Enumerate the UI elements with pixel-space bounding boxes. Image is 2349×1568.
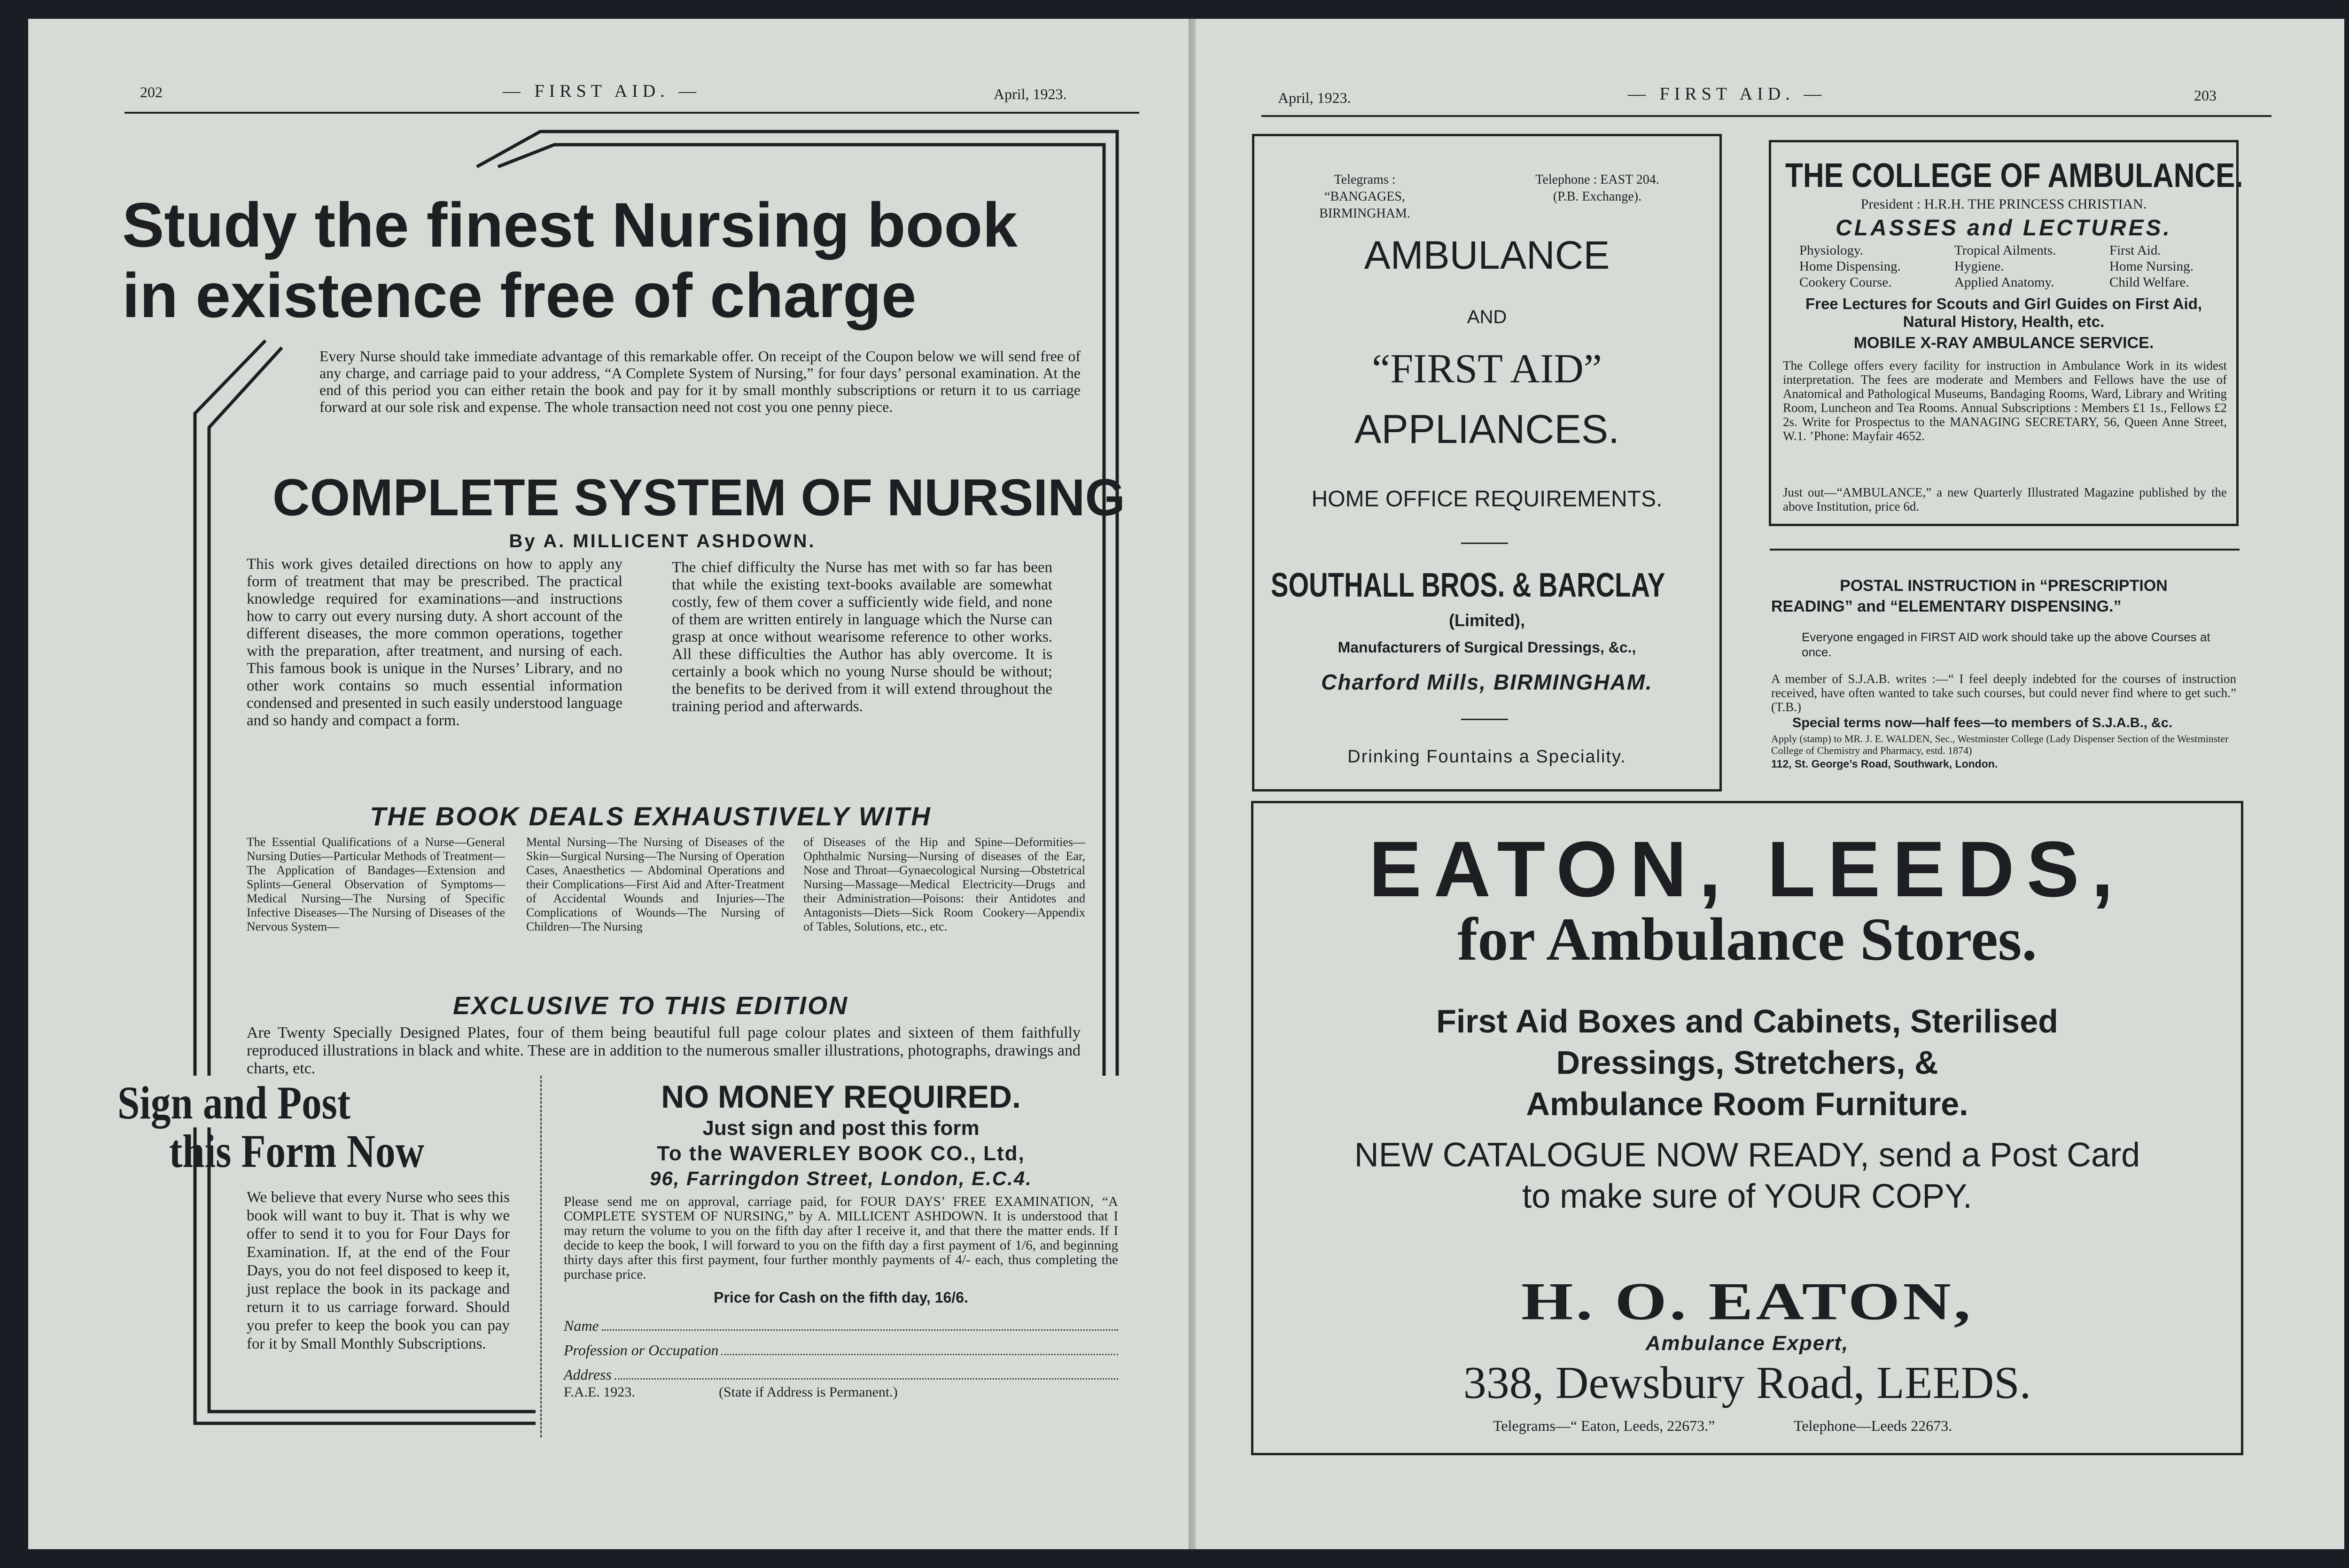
headline-line-2: in existence free of charge [122,261,917,331]
page-number: 202 [140,84,163,101]
offer-intro: Every Nurse should take immediate advantage of this remarkable offer. On receipt of the Coupon below we will send free of any charge, and carriage paid to your address, “A Complete System of Nursing,” for four days’ personal examination. At the end of this period you can either retain the book and pay for it by small monthly subscriptions or return it to us carriage forward at our sole risk and expense. The whole transaction need not cost you one penny piece. [319,348,1081,415]
eaton-title: EATON, LEEDS, [1369,825,2126,913]
name-field-line[interactable] [602,1329,1118,1331]
coupon-code: F.A.E. 1923. [564,1384,635,1400]
header-rule [1261,115,2271,117]
telegrams-address: “BANGAGES, BIRMINGHAM. [1319,189,1410,221]
subject: Tropical Ailments. [1954,243,2056,258]
company-name: SOUTHALL BROS. & BARCLAY [1271,567,1665,604]
eaton-items [1253,1001,2241,1125]
coupon-subheading: Just sign and post this form [702,1117,980,1140]
topics-column-1: The Essential Qualifications of a Nurse—General Nursing Duties—Particular Methods of Treatment—The Application of Bandages—Extension and Splints—General Observation of Symptoms—Medical Nursing—The Nursing of Specific Infective Diseases—The Nursing of Diseases of the Nervous System— [247,835,505,933]
coupon-address: 96, Farringdon Street, London, E.C.4. [650,1167,1032,1189]
address-field[interactable] [564,1359,1118,1383]
subject: Hygiene. [1954,259,2004,274]
college-magazine: Just out—“AMBULANCE,” a new Quarterly Illustrated Magazine published by the above Institution, price 6d. [1783,485,2227,513]
telegrams-label: Telegrams : [1334,172,1396,187]
member-quote: A member of S.J.A.B. writes :—“ I feel deeply indebted for the courses of instruction received, have often wanted to take such courses, but could never find where to get such.” (T.B.) [1771,672,2236,714]
subjects-row [1799,274,2222,290]
eaton-expert: Ambulance Expert, [1645,1332,1849,1355]
instruction-title-line-2 [1771,596,2236,617]
address-field-line[interactable] [614,1378,1118,1380]
exclusive-text: Are Twenty Specially Designed Plates, four of them being beautiful full page colour plates and sixteen of them faithfully reproduced illustrations in black and white. These are in addition to the numerous smaller illustrations, photographs, drawings and charts, etc. [247,1024,1081,1077]
subjects-row [1799,242,2222,258]
speciality-line: Drinking Fountains a Speciality. [1347,747,1626,767]
book-title: COMPLETE SYSTEM OF NURSING [272,469,1126,527]
book-author: By A. MILLICENT ASHDOWN. [509,531,816,551]
subject: First Aid. [2109,243,2161,258]
apply-info: Apply (stamp) to MR. J. E. WALDEN, Sec., Westminster College (Lady Dispenser Section of the Westminster College of Chemistry and Pharmacy, estd. 1874) [1771,733,2229,756]
xray-service: MOBILE X-RAY AMBULANCE SERVICE. [1853,334,2154,352]
subjects-table [1799,242,2222,290]
telephone-number: Telephone : EAST 204. [1535,172,1659,187]
southall-advert [1252,134,1722,792]
subjects-row [1799,258,2222,274]
eaton-telephone: Telephone—Leeds 22673. [1794,1417,1952,1434]
subject: Home Dispensing. [1799,259,1901,274]
appliances-heading: APPLIANCES. [1354,407,1619,452]
instruction-everyone: Everyone engaged in FIRST AID work should take up the above Courses at once. [1802,630,2210,659]
issue-date: April, 1923. [1278,89,1351,106]
eaton-address: 338, Dewsbury Road, LEEDS. [1463,1358,2031,1408]
eaton-name: H. O. EATON, [1521,1271,1974,1331]
subject: Applied Anatomy. [1954,275,2054,290]
college-body: The College offers every facility for instruction in Ambulance Work in its widest interpretation. The fees are moderate and Members and Fellows have the use of Anatomical and Pathological Museums, Bandaging Rooms, Ward, Library and Writing Room, Luncheon and Tea Rooms. Annual Subscriptions : Members £1 1s., Fellows £2 2s. Write for Prospectus to the MANAGING SECRETARY, 56, Queen Anne Street, W.1. ’Phone: Mayfair 4652. [1783,358,2227,443]
address-note: (State if Address is Permanent.) [719,1384,898,1400]
name-field[interactable] [564,1310,1118,1335]
instruction-title-text: READING” and “ELEMENTARY DISPENSING.” [1771,598,2122,615]
occupation-field-label: Profession or Occupation [564,1342,719,1358]
subject: Home Nursing. [2109,259,2193,274]
exclusive-heading: EXCLUSIVE TO THIS EDITION [452,992,849,1020]
instruction-title [1771,575,2236,617]
manufacturers-line: Manufacturers of Surgical Dressings, &c., [1338,639,1636,656]
telephone-exchange: (P.B. Exchange). [1553,189,1642,204]
catalogue-line-2: to make sure of YOUR COPY. [1522,1178,1972,1215]
eaton-items-line-2: Dressings, Stretchers, & [1556,1044,1938,1081]
description-column-1: This work gives detailed directions on how to apply any form of treatment that may be prescribed. The practical knowledge required for examinations—and instructions how to carry out every nursing duty. A short account of the different diseases, the more common operations, together with the preparation, after treatment, and nursing of each. This famous book is unique in the Nurses’ Library, and no other work contains so much essential information condensed and presented in such easily understood language and so handy and compact a form. [247,556,623,729]
college-address: 112, St. George’s Road, Southwark, London. [1771,758,1998,770]
divider [1461,543,1508,544]
telegrams-info [1278,171,1452,222]
subject: Child Welfare. [2109,275,2189,290]
college-president: President : H.R.H. THE PRINCESS CHRISTIAN. [1860,196,2147,212]
location-line: Charford Mills, BIRMINGHAM. [1321,670,1653,694]
subject: Physiology. [1799,243,1863,258]
college-title: THE COLLEGE OF AMBULANCE. [1785,157,2243,194]
headline-line-1: Study the finest Nursing book [122,190,1018,260]
home-office-line: HOME OFFICE REQUIREMENTS. [1311,487,1663,512]
college-advert [1769,140,2243,526]
name-field-label: Name [564,1317,599,1334]
ambulance-heading: AMBULANCE [1364,233,1610,277]
coupon-heading: NO MONEY REQUIRED. [661,1079,1021,1115]
sign-heading-2: this Form Now [169,1125,425,1177]
section-rule [1770,549,2240,551]
eaton-subtitle: for Ambulance Stores. [1457,906,2037,973]
eaton-telegrams: Telegrams—“ Eaton, Leeds, 22673.” [1493,1417,1715,1434]
eaton-items-line-1: First Aid Boxes and Cabinets, Sterilised [1436,1003,2058,1040]
sign-text: We believe that every Nurse who sees this book will want to buy it. That is why we offer to send it to you for Four Days for Examination. If, at the end of the Four Days, you do not feel disposed to keep it, just replace the book in its package and return it to us carriage forward. Should you prefer to keep the book you can pay for it by Small Monthly Subscriptions. [247,1189,510,1352]
divider [1461,719,1508,720]
topics-column-2: Mental Nursing—The Nursing of Diseases of the Skin—Surgical Nursing—The Nursing of Operation Cases, Anaesthetics — Abdominal Operations and their Complications—First Aid and After-Treatment of Accidental Wounds and Injuries—The Complications of Wounds—The Nursing of Children—The Nursing [526,835,785,933]
instruction-title-line-1: POSTAL INSTRUCTION in “PRESCRIPTION [1840,577,2168,595]
sign-heading-1: Sign and Post [117,1077,351,1129]
running-title: — FIRST AID. — [1628,84,1827,104]
coupon-recipient: To the WAVERLEY BOOK CO., Ltd, [657,1142,1025,1165]
occupation-field-line[interactable] [721,1354,1118,1355]
catalogue-line-1: NEW CATALOGUE NOW READY, send a Post Card [1354,1136,2140,1174]
coupon-body: Please send me on approval, carriage paid, for FOUR DAYS’ FREE EXAMINATION, “A COMPLETE SYSTEM OF NURSING,” by A. MILLICENT ASHDOWN. It is understood that I may return the volume to you on the fifth day after I receive it, and that there the matter ends. If I decide to keep the book, I will forward to you on the fifth day a first payment of 1/6, and beginning thirty days after this first payment, four further monthly payments of 4/- each, thus completing the purchase price. [564,1194,1118,1282]
special-terms: Special terms now—half fees—to members of S.J.A.B., &c. [1792,715,2172,730]
coupon-price: Price for Cash on the fifth day, 16/6. [714,1289,968,1306]
subject: Cookery Course. [1799,275,1892,290]
coupon-cut-line [540,1076,542,1437]
page-number: 203 [2194,87,2217,104]
limited-label: (Limited), [1449,611,1525,630]
issue-date: April, 1923. [994,85,1067,102]
topics-column-3: of Diseases of the Hip and Spine—Deformities—Ophthalmic Nursing—Nursing of diseases of the Ear, Nose and Throat—Gynaecological Nursing—Obstetrical Nursing—Massage—Medical Electricity—Drugs and their Administration—Poisons: their Antidotes and Antagonists—Diets—Sick Room Cookery—Appendix of Tables, Solutions, etc., etc. [803,835,1085,933]
topics-heading: THE BOOK DEALS EXHAUSTIVELY WITH [370,801,932,831]
description-column-2: The chief difficulty the Nurse has met with so far has been that while the existing text-books available are somewhat costly, few of them cover a sufficiently wide field, and none of them are written entirely in language which the Nurse can grasp at once without wearisome reference to other works. All these difficulties the Author has ably overcome. It is certainly a book which no young Nurse should be without; the benefits to be derived from it will extend throughout the training period and afterwards. [672,559,1052,715]
classes-heading: CLASSES and LECTURES. [1836,216,2172,241]
eaton-catalogue [1253,1134,2241,1217]
and-word: AND [1467,307,1507,327]
telephone-info [1508,171,1687,205]
first-aid-heading: “FIRST AID” [1372,346,1602,392]
eaton-items-line-3: Ambulance Room Furniture. [1526,1086,1968,1122]
address-field-label: Address [564,1366,612,1383]
free-lectures: Free Lectures for Scouts and Girl Guides on First Aid, Natural History, Health, etc. [1805,295,2202,330]
left-page [28,19,1189,1549]
occupation-field[interactable] [564,1335,1118,1359]
coupon [564,1078,1118,1402]
running-title: — FIRST AID. — [503,81,701,101]
right-page [1196,19,2344,1549]
eaton-advert [1251,801,2243,1455]
